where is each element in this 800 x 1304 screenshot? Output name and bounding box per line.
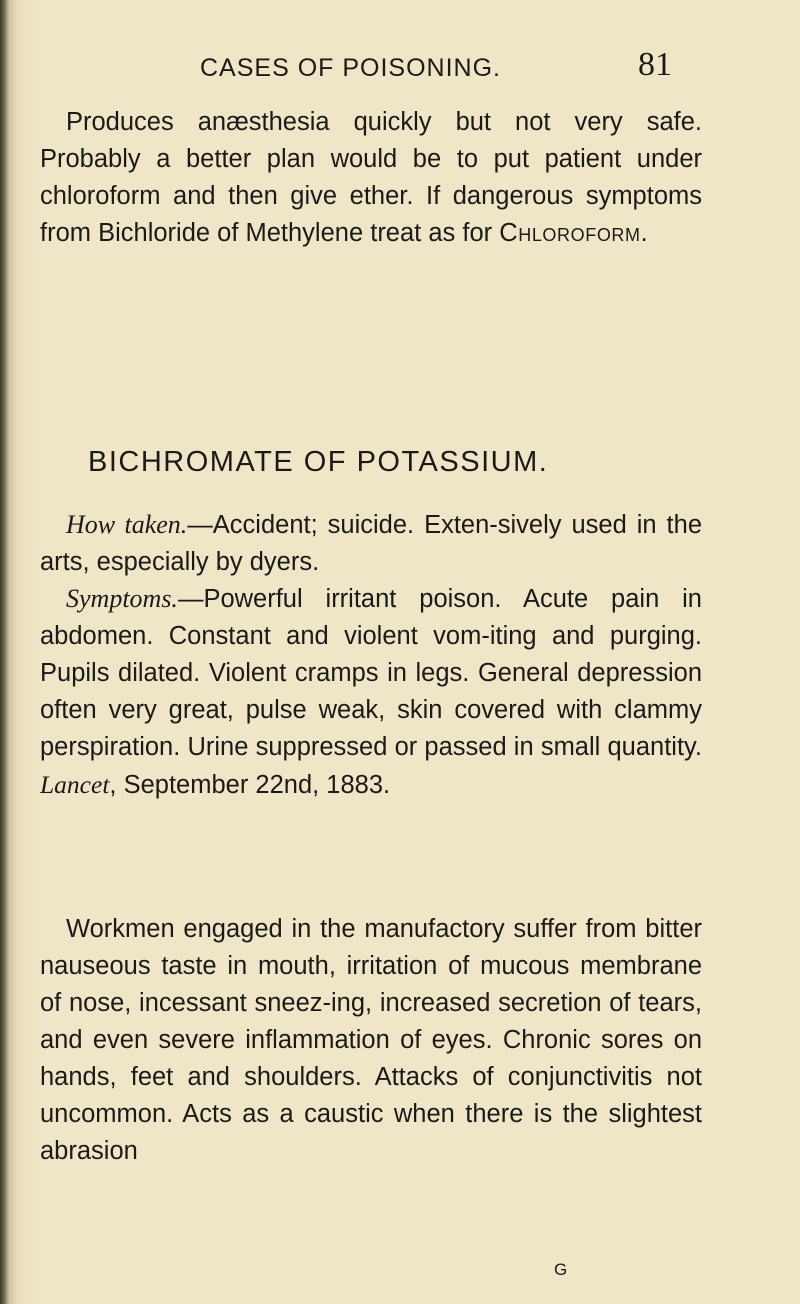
running-head	[0, 46, 800, 86]
chloroform-reference: Chloroform	[499, 219, 641, 247]
section-heading: BICHROMATE OF POTASSIUM.	[88, 446, 549, 478]
how-taken-label: How taken.	[66, 510, 188, 539]
symptoms-paragraph	[40, 580, 702, 804]
page-number: 81	[638, 46, 672, 83]
running-title: CASES OF POISONING.	[200, 54, 501, 82]
symptoms-label: Symptoms.	[66, 584, 178, 613]
symptoms-text: —Powerful irritant poison. Acute pain in abdomen. Constant and violent vom-iting and purging. Pupils dilated. Violent cramps in legs. General depression often very great, pulse weak, skin covered with clammy perspiration. Urine suppressed or passed in small quantity.	[40, 585, 702, 761]
how-taken-paragraph	[40, 506, 702, 581]
intro-end: .	[640, 219, 648, 247]
lancet-reference: Lancet	[40, 770, 110, 799]
symptoms-date: , September 22nd, 1883.	[109, 771, 391, 799]
how-taken-text: —Accident; suicide. Exten-sively used in the arts, especially by dyers.	[40, 511, 702, 576]
workmen-paragraph: Workmen engaged in the manufactory suffer from bitter nauseous taste in mouth, irritation of mucous membrane of nose, incessant sneez-ing, increased secretion of tears, and even severe inflammation of eyes. Chronic sores on hands, feet and shoulders. Attacks of conjunctivitis not uncommon. Acts as a caustic when there is the slightest abrasion	[40, 915, 702, 1165]
signature-mark: G	[554, 1260, 568, 1279]
intro-paragraph	[40, 104, 702, 252]
intro-text: Produces anæsthesia quickly but not very safe. Probably a better plan would be to put patient under chloroform and then give ether. If dangerous symptoms from Bichloride of Methylene treat as for	[40, 108, 702, 247]
